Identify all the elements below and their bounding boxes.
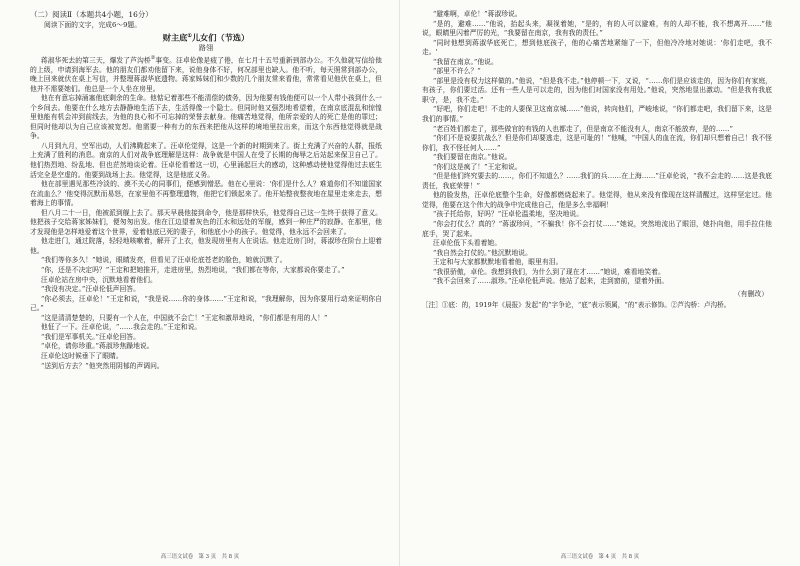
passage-author: 路翎 bbox=[199, 43, 213, 52]
paragraph: 但八月二十一日，他被派到舰上去了。那天早晨他接到命令，他是那样快乐，他觉得自己这一生终于获得了意义。他把孩子交给蒋家姊妹们，便匆匆出发。他在江边望着灰色的江水和远处的军舰，感到一种庄严的寂静。在那里，他才发现他是怎样地爱着这个世界，爱着他底已死的妻子，和他底小小的孩子。他觉得，他永远不会回来了。 bbox=[30, 208, 382, 236]
reading-instruction: 阅读下面的文字，完成6～9题。 bbox=[44, 21, 142, 29]
paragraph: “你必须去，汪卓伦！”王定和说，“我是说……你的身体……”王定和说，“我理解你，因为你要用行动来证明你自己。” bbox=[30, 294, 382, 313]
paragraph: “孩子托给你，好吗？”汪卓伦温柔地，坚决地说。 bbox=[432, 210, 584, 219]
paragraph: “部里不许么？” bbox=[432, 67, 481, 76]
paragraph: “我们是军事机关。”汪卓伦回答。 bbox=[40, 332, 140, 341]
paragraph: “我留在南京。”他说。 bbox=[432, 57, 498, 66]
paragraph: “避难啊，卓伦！”蒋淑珍说。 bbox=[432, 10, 522, 18]
paragraph: 汪卓伦站在房中央，沉默地看着他们。 bbox=[40, 275, 157, 284]
paragraph: 八月到九月，空军出动，人们沸腾起来了。汪卓伦觉得，这是一个新的时期到来了。街上充满了兴奋的人群，报纸上充满了胜利的消息。南京的人们对战争底理解是这样：战争就是中国人在受了长期的侮辱之后站起来保卫自己了。他们热烈地、纷乱地、但也茫然地谈论着。汪卓伦看着这一切，心里涌起巨大的感动，这种感动使他觉得他过去底生活完全是空虚的。他要到战场上去。他觉得，这是他底义务。 bbox=[30, 141, 382, 179]
paragraph: 他在有意忘掉涌塞他底剩余的生命。他惦记着那些不能清偿的债务，因为他要有钱他便可以一个人带小孩到什么一个乡间去。他要在什么地方去静静地生活下去，生活得像一个隐士。但同时他又强烈地希望着，在南京底混乱和惊惶里他能有机会冲到前线去，为他的良心和不可忘掉的荣誉去献身。他痛苦地觉得，他所亲爱的人的死亡是他的罪过；但同时他却以为自己应该被宽恕。他需要一种有力的东西来把他从这样的境地里拉出来，而这个东西他觉得就是战争。 bbox=[30, 94, 382, 141]
page-footer-right: 高三语文试卷 第 4 页 共 8 页 bbox=[560, 554, 640, 560]
title-footnote-mark: ① bbox=[187, 33, 192, 39]
source-note: （有删改） bbox=[734, 289, 768, 298]
paragraph: 他在部里遇见那些冷淡的、漠不关心的同事们，便感到憎恶。他在心里说：'你们是什么人？难道你们不知道国家在流血么？'他变得沉默而易怒，在家里他不再整理遗物，他把它们锁起来了。他开始整夜整夜地在屋里走来走去，想着海上的事情。 bbox=[30, 180, 382, 208]
paragraph: “送到后方去？”他突然用阴郁的声调问。 bbox=[40, 361, 164, 370]
paragraph: “我不会回来了……淑珍。”汪卓伦低声说。他站了起来，走到窗前，望着外面。 bbox=[432, 277, 669, 286]
paragraph: “你们这是疯了！”王定和说。 bbox=[432, 162, 522, 171]
passage-title: 财主底①儿女们（节选） bbox=[162, 32, 250, 43]
paragraph: “我自然会打仗的。”他沉默地说。 bbox=[432, 248, 532, 257]
paragraph: “你，还是不决定吗？”王定和把她推开，走进房里，热烈地说，“我们都在等你，大家都说你要走了。” bbox=[40, 266, 345, 275]
paragraph: “这是清清楚楚的，只要有一个人在，中国就不会亡！”王定和激昂地说，“你们都是有用的人！” bbox=[40, 313, 328, 322]
paragraph: “我们要留在南京。”他说。 bbox=[432, 153, 512, 162]
paragraph: “同时他想到蒋淑华底死亡，想到他底孩子，他的心痛苦地紧缩了一下，但他冷冷地对她说：'你们走吧，我不走。' bbox=[422, 38, 772, 57]
paragraph: 他怔了一下。汪卓伦说，“……我会走的。”王定和说。 bbox=[40, 323, 202, 332]
paragraph: 王定和与大家都默默地看着他，眼里有泪。 bbox=[432, 258, 563, 267]
paragraph: 他走进门，通过院落，轻轻地咳嗽着，解开了上衣，他发现房里有人在说话。他走近房门时，蒋淑珍在阶台上迎着他。 bbox=[30, 237, 382, 255]
paragraph: “我们等你多久！”她说，眼睛发亮，但看见了汪卓伦底苍老的脸色，她就沉默了。 bbox=[40, 256, 287, 265]
paragraph: “是的，避难……”他说，抬起头来，凝视着她，“是的，有的人可以避难，有的人却不能，我不想离开……”他说，眼睛里闪着严厉的光，“我要留在南京，我有我的责任。” bbox=[422, 19, 772, 38]
paragraph: “部里是没有权力这样做的。”他说，“但是我不走。”他停顿一下，又说，“……你们是应该走的，因为你们有家庭，有孩子，你们要过活。还有一些人是可以走的，因为他们对国家没有用处。”他说，突然地显出激动。“但是我有我底职守，是，我不走。” bbox=[422, 76, 772, 104]
section-heading: （二）阅读Ⅱ（本题共4小题，16分） bbox=[30, 10, 153, 19]
paragraph: “我没有决定。”汪卓伦低声回答。 bbox=[40, 285, 140, 294]
exam-page-right bbox=[400, 0, 800, 566]
paragraph: “老百姓们都走了，那些做官的有钱的人也都走了，但是南京不能没有人，南京不能放弃，是的……” bbox=[432, 124, 733, 133]
paragraph: “你会打仗么？真的？”蒋淑珍问，“不骗我！你不会打仗……”她说，突然地流出了眼泪，她扑向他，用手拉住他底手，哭了起来。 bbox=[422, 220, 772, 238]
paragraph: 蒋淑华死去的第三天，爆发了芦沟桥②事变。汪卓伦像是疲了倦，在七月十五号重新到部办公。不久他就写信给他的上级，申请到海军去。他的朋友们都劝他留下来，说他身体不好，何况部里也缺人。他不听，每天照常到部办公，晚上回来就伏在桌上写信，并整理蒋淑华底遗物。蒋家姊妹们和少数的几个朋友常来看他，常常看见他伏在桌上，但他并不需要她们。他总是一个人坐在房里。 bbox=[30, 54, 382, 93]
paragraph: 他的脸发热，汪卓伦底整个生命，好像都燃烧起来了。他觉得，他从来没有像现在这样清醒过，这样坚定过。他觉得，他要在这个伟大的战争中完成他自己，他是多么幸福啊！ bbox=[422, 191, 772, 209]
footnotes: ［注］①底：的，1919年《晨报》发起“的”字争论，“底”表示领属，“的”表示修饰。②芦沟桥：卢沟桥。 bbox=[422, 300, 731, 309]
paragraph: “你们不是说要抗战么？但是你们却要逃走，这是可耻的！”他喊，“中国人的血在流，你们却只想着自己！我不怪你们，我不怪任何人……” bbox=[422, 134, 772, 152]
paragraph: “但是他们终究要去的……，你们不知道么？……我们的兵……在上海……”汪卓伦说，“我不会走的……这是我底责任，我底荣誉！” bbox=[422, 172, 772, 190]
paragraph: “卓伦，请你珍重。”蒋淑珍焦躁地说。 bbox=[40, 342, 154, 351]
paragraph: 汪卓伦这时候垂下了眼睛。 bbox=[40, 351, 123, 360]
page-footer-left: 高三语文试卷 第 3 页 共 8 页 bbox=[160, 554, 240, 560]
paragraph: “好吧，你们走吧！不走的人要保卫这南京城……”他说，转向他们，严峻地说，“你们都走吧，我们留下来，这是我们的事情。” bbox=[422, 105, 772, 124]
paragraph: 汪卓伦低下头看着她。 bbox=[432, 239, 502, 248]
paragraph: “我很骄傲，卓伦。我想到我们，为什么到了现在才……”她说，难看地笑着。 bbox=[432, 267, 665, 276]
